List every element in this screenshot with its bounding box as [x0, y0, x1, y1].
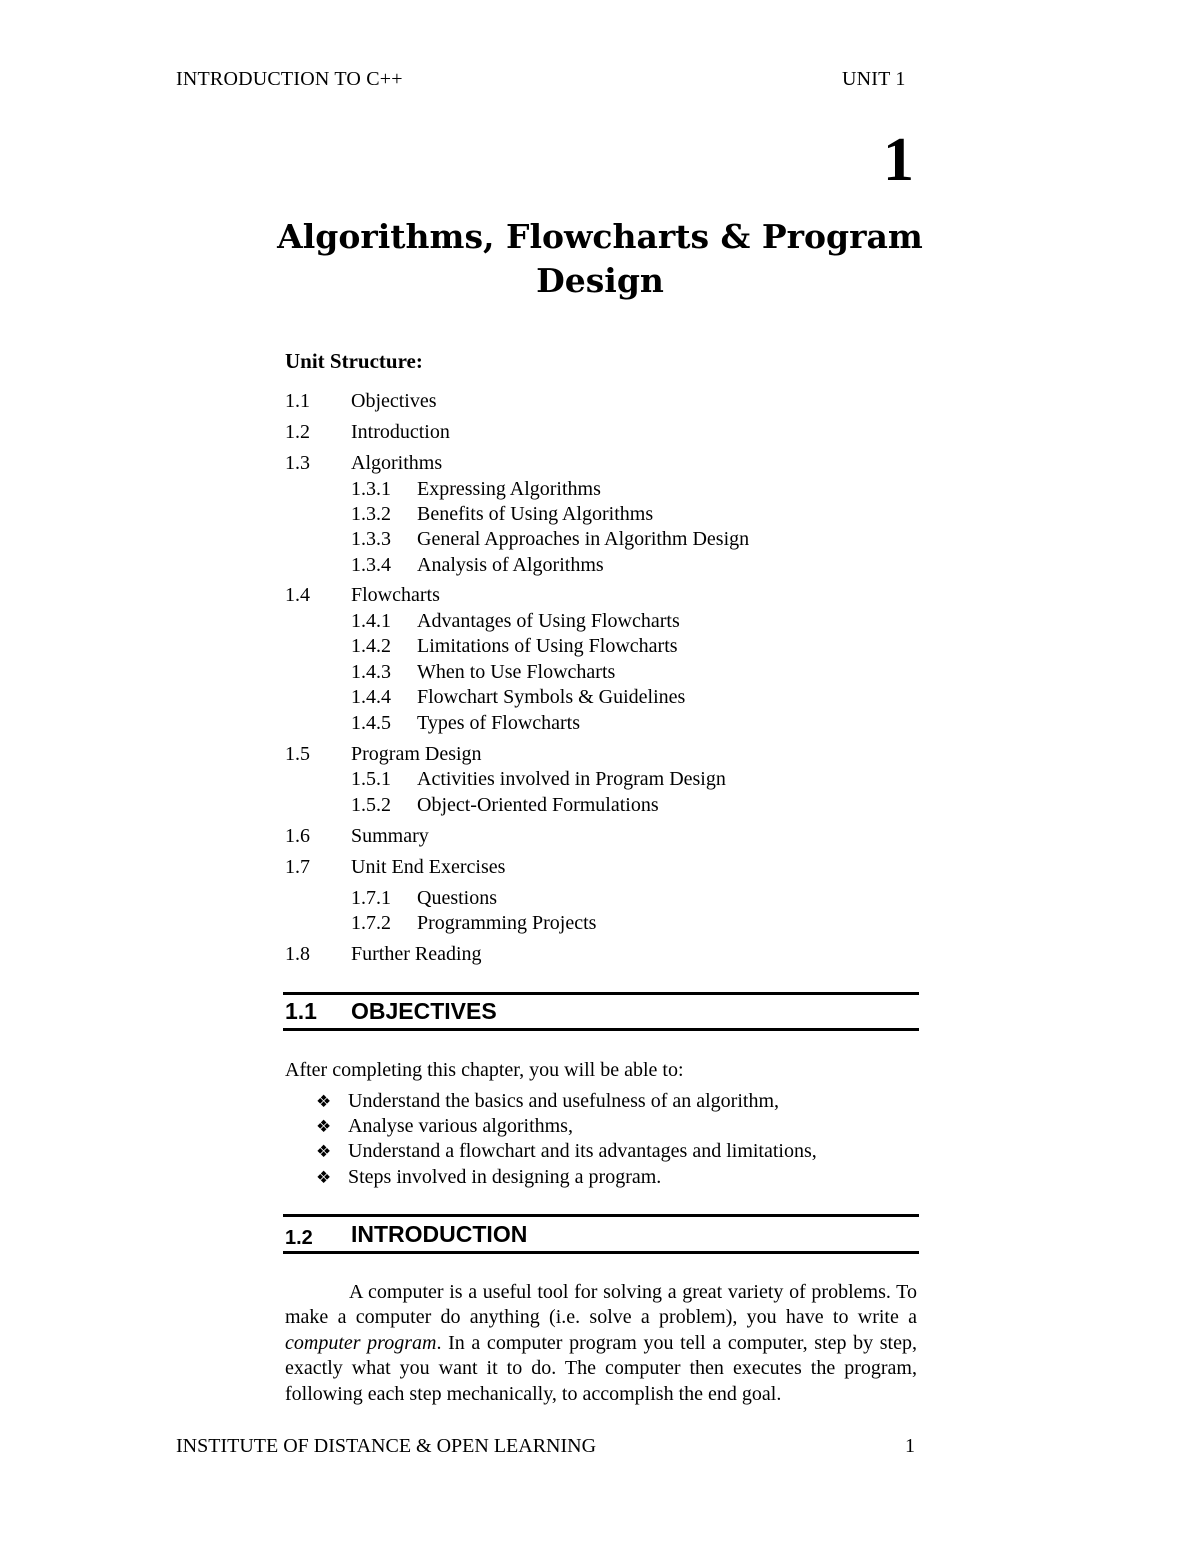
toc-item-number: 1.4.4: [351, 686, 391, 708]
toc-item: [351, 685, 911, 709]
toc-item: [351, 911, 911, 935]
toc-item-label: General Approaches in Algorithm Design: [417, 528, 750, 550]
introduction-text-part-2: . In a computer program you tell a computer, step by step, exactly what you want it to do. The computer then executes the program, following each step mechanically, to accomplish the end goal.: [285, 1331, 917, 1405]
toc-item: [285, 583, 845, 607]
chapter-title: [190, 215, 1010, 303]
footer-page-number: 1: [905, 1435, 915, 1457]
footer-institute: INSTITUTE OF DISTANCE & OPEN LEARNING: [176, 1435, 597, 1457]
toc-item-label: Flowcharts: [351, 584, 440, 606]
toc-item: [285, 824, 845, 848]
objectives-heading-title: OBJECTIVES: [351, 998, 497, 1024]
toc-item-number: 1.7.1: [351, 887, 391, 909]
toc-item-label: Program Design: [351, 743, 482, 765]
running-header-unit: UNIT 1: [842, 68, 906, 90]
toc-item-label: Object-Oriented Formulations: [417, 794, 659, 816]
toc-item-label: Programming Projects: [417, 912, 597, 934]
toc-item: [351, 553, 911, 577]
objective-item: [316, 1114, 573, 1140]
introduction-heading-title: INTRODUCTION: [351, 1221, 528, 1247]
toc-item: [285, 742, 845, 766]
toc-item: [351, 634, 911, 658]
toc-item: [351, 711, 911, 735]
toc-item-label: Unit End Exercises: [351, 856, 506, 878]
running-header-title: INTRODUCTION TO C++: [176, 68, 403, 90]
objectives-heading-number: 1.1: [285, 998, 317, 1024]
toc-item: [351, 609, 911, 633]
toc-item-number: 1.4.1: [351, 610, 391, 632]
objective-item: [316, 1165, 661, 1191]
objectives-rule-top: [283, 992, 919, 995]
toc-item: [351, 767, 911, 791]
toc-item-number: 1.5.1: [351, 768, 391, 790]
chapter-number: 1: [883, 126, 914, 194]
toc-item-number: 1.2: [285, 421, 310, 443]
toc-item-number: 1.5.2: [351, 794, 391, 816]
toc-item-label: Questions: [417, 887, 497, 909]
toc-item-label: Limitations of Using Flowcharts: [417, 635, 678, 657]
introduction-rule-top: [283, 1214, 919, 1217]
toc-item-label: Types of Flowcharts: [417, 712, 581, 734]
toc-item: [351, 502, 911, 526]
introduction-heading: [285, 1221, 528, 1249]
toc-item-label: Analysis of Algorithms: [417, 554, 604, 576]
introduction-rule-bottom: [283, 1251, 919, 1254]
introduction-paragraph: [285, 1280, 917, 1407]
toc-item: [351, 660, 911, 684]
toc-item-label: Introduction: [351, 421, 450, 443]
objective-text: Understand a flowchart and its advantages and limitations,: [348, 1140, 817, 1162]
toc-item-number: 1.7: [285, 856, 310, 878]
toc-item: [285, 855, 845, 879]
introduction-emphasis: computer program: [285, 1331, 437, 1354]
four-diamond-bullet-icon: ❖: [316, 1092, 332, 1112]
toc-item-number: 1.8: [285, 943, 310, 965]
toc-item-number: 1.3.3: [351, 528, 391, 550]
toc-item-number: 1.5: [285, 743, 310, 765]
toc-item: [351, 886, 911, 910]
toc-item-number: 1.3: [285, 452, 310, 474]
four-diamond-bullet-icon: ❖: [316, 1117, 332, 1137]
objectives-rule-bottom: [283, 1028, 919, 1031]
toc-item-label: Flowchart Symbols & Guidelines: [417, 686, 686, 708]
toc-item-label: Objectives: [351, 390, 437, 412]
toc-item: [285, 451, 845, 475]
toc-item-label: Algorithms: [351, 452, 443, 474]
toc-item-number: 1.4.2: [351, 635, 391, 657]
objectives-lead: After completing this chapter, you will be able to:: [285, 1059, 684, 1081]
toc-item: [285, 942, 845, 966]
toc-item: [351, 477, 911, 501]
introduction-heading-number: 1.2: [285, 1227, 313, 1249]
toc-item-number: 1.1: [285, 390, 310, 412]
unit-structure-heading: Unit Structure:: [285, 349, 423, 373]
toc-item-number: 1.3.1: [351, 478, 391, 500]
toc-item-label: When to Use Flowcharts: [417, 661, 616, 683]
toc-item: [285, 389, 845, 413]
toc-item-number: 1.3.4: [351, 554, 391, 576]
four-diamond-bullet-icon: ❖: [316, 1168, 332, 1188]
toc-item-label: Advantages of Using Flowcharts: [417, 610, 680, 632]
toc-item-number: 1.7.2: [351, 912, 391, 934]
toc-item-number: 1.4.3: [351, 661, 391, 683]
toc-item-number: 1.4.5: [351, 712, 391, 734]
chapter-title-line-1: Algorithms, Flowcharts & Program: [277, 217, 923, 256]
toc-item-label: Expressing Algorithms: [417, 478, 601, 500]
toc-item-label: Activities involved in Program Design: [417, 768, 726, 790]
toc-item-number: 1.6: [285, 825, 310, 847]
chapter-title-line-2: Design: [536, 261, 664, 300]
four-diamond-bullet-icon: ❖: [316, 1142, 332, 1162]
introduction-text-part-1: A computer is a useful tool for solving a great variety of problems. To make a computer do anything (i.e. solve a problem), you have to write a: [285, 1281, 917, 1329]
toc-item-number: 1.3.2: [351, 503, 391, 525]
toc-item-label: Benefits of Using Algorithms: [417, 503, 654, 525]
toc-item: [351, 793, 911, 817]
objective-item: [316, 1089, 779, 1115]
toc-item-label: Further Reading: [351, 943, 482, 965]
toc-item-number: 1.4: [285, 584, 310, 606]
toc-item-label: Summary: [351, 825, 429, 847]
toc-item: [285, 420, 845, 444]
objectives-heading: [285, 998, 497, 1025]
objective-text: Understand the basics and usefulness of an algorithm,: [348, 1090, 780, 1112]
objective-item: [316, 1139, 817, 1165]
toc-item: [351, 527, 911, 551]
objective-text: Analyse various algorithms,: [348, 1115, 573, 1137]
objective-text: Steps involved in designing a program.: [348, 1166, 662, 1188]
